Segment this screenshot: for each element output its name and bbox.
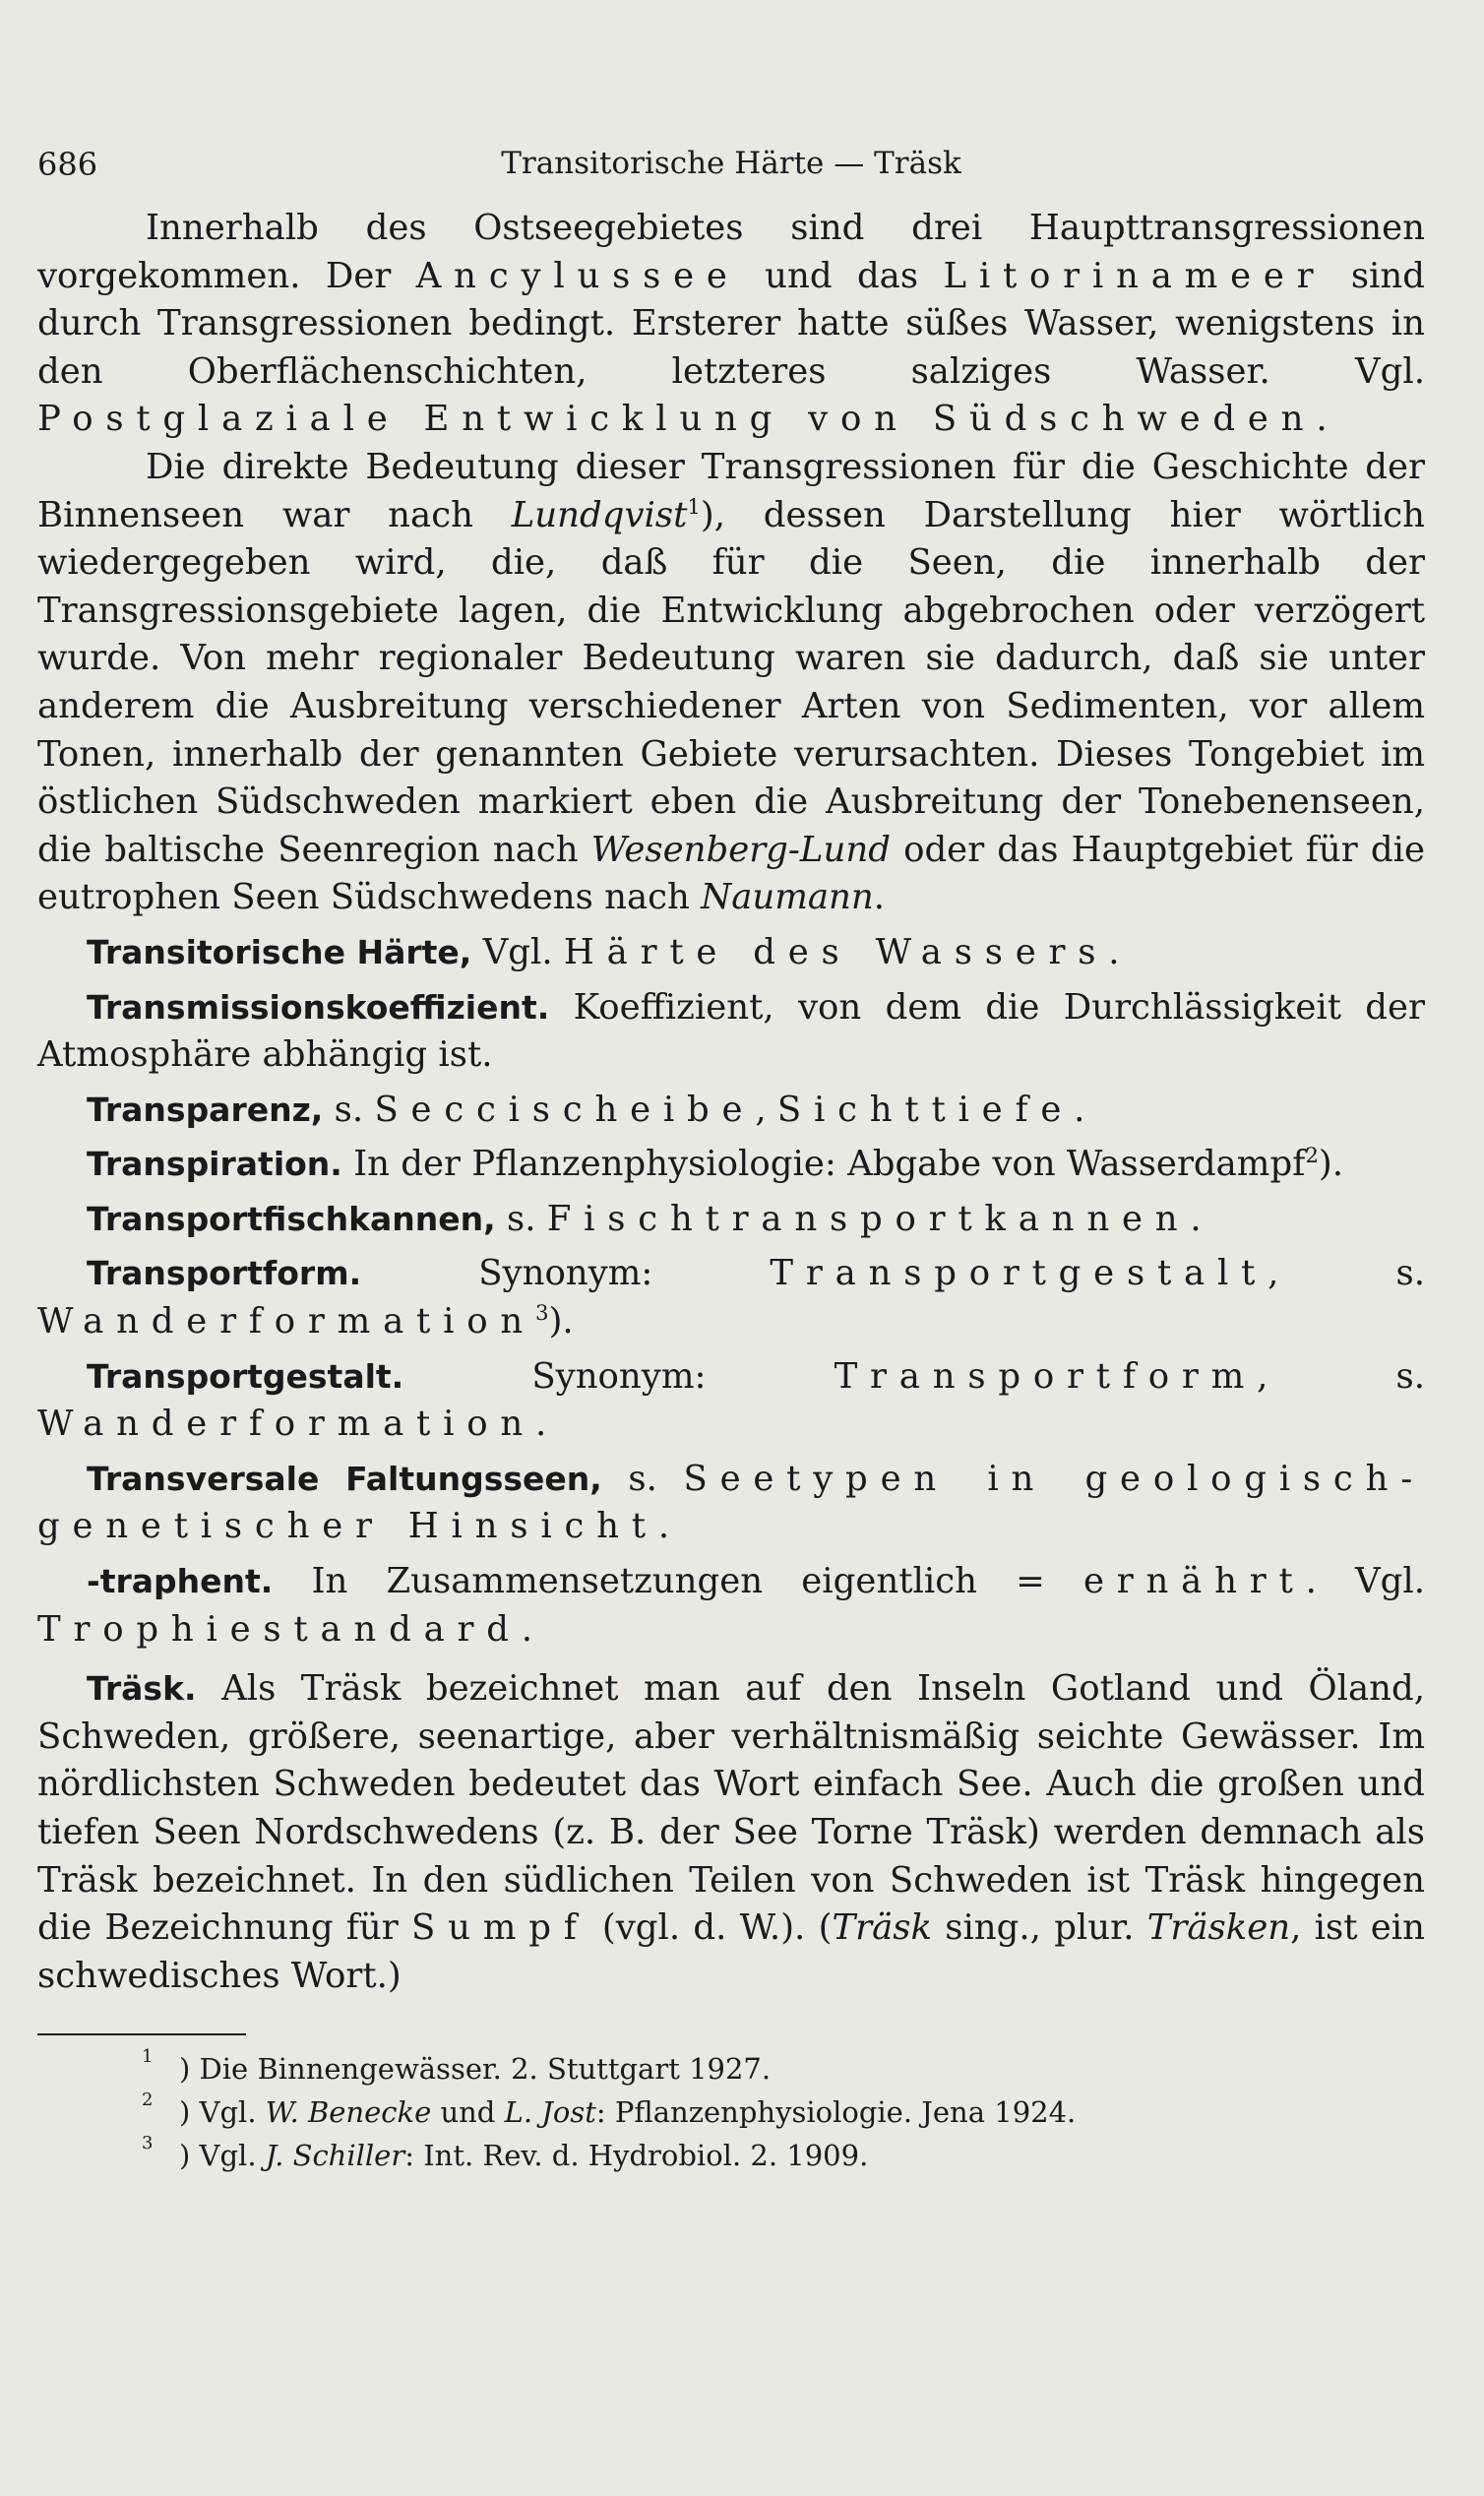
text-run: und — [431, 2095, 505, 2130]
spaced-term: Seccischeibe — [374, 1089, 756, 1130]
paragraph-bedeutung — [37, 444, 1425, 922]
entry-transitorische-haerte — [37, 929, 1425, 977]
spaced-term: Trophiestandard — [37, 1608, 522, 1650]
footnote-ref: 1 — [687, 494, 701, 520]
running-head-title: Transitorische Härte — Träsk — [501, 146, 961, 181]
text-run: : Pflanzenphysiologie. Jena 1924. — [595, 2095, 1077, 2130]
text-run: . — [1108, 931, 1120, 972]
entry-transparenz — [37, 1087, 1425, 1135]
spaced-term: Sichttiefe — [776, 1089, 1075, 1130]
entry-lemma: Transportgestalt. — [87, 1356, 404, 1396]
author-name: Naumann — [701, 877, 874, 918]
spaced-term: Wanderformation — [37, 1301, 535, 1342]
text-run: s. — [495, 1198, 547, 1239]
entry-transpiration — [37, 1141, 1425, 1189]
text-run: , — [755, 1089, 777, 1130]
spaced-term: Transportgestalt — [770, 1253, 1268, 1294]
text-run: . — [535, 1404, 547, 1445]
footnote-3 — [37, 2134, 1425, 2177]
text-run: ) Vgl. — [179, 2095, 266, 2130]
text-run: (vgl. d. W.). ( — [588, 1907, 833, 1949]
text-run: : Int. Rev. d. Hydrobiol. 2. 1909. — [404, 2139, 869, 2173]
text-run: ) Vgl. — [179, 2139, 266, 2173]
text-run: Synonym: — [403, 1355, 835, 1397]
body-text — [37, 205, 1425, 2000]
footnotes — [37, 2047, 1425, 2177]
entry-transversale-faltungsseen — [37, 1456, 1425, 1551]
text-run: , s. — [1268, 1253, 1425, 1294]
entry-traphent — [37, 1558, 1425, 1654]
text-run: sing., plur. — [931, 1907, 1147, 1949]
text-run: In Zusammensetzungen eigentlich = — [273, 1561, 1083, 1602]
page-number: 686 — [37, 146, 98, 183]
text-run: sind durch Transgressionen bedingt. Ersterer hatte süßes Wasser, wenigstens in den Oberflächenschichten, letzteres salziges Wasser. Vgl. — [37, 255, 1425, 392]
paragraph-ostsee — [37, 205, 1425, 444]
entry-transportform — [37, 1250, 1425, 1345]
text-run: ), dessen Darstellung hier wörtlich wiedergegeben wird, die, daß für die Seen, die innerhalb der Transgressionsgebiete lagen, die Entwicklung abgebrochen oder verzögert wurde. Von mehr regionaler Bedeutung waren sie dadurch, daß sie unter anderem die Ausbreitung verschiedener Arten von Sedimenten, vor allem Tonen, innerhalb der genannten Gebiete verursachten. Dieses Tongebiet im östlichen Südschweden markiert eben die Ausbreitung der Tonebenenseen, die baltische Seenregion nach — [37, 494, 1425, 870]
spaced-term: Fischtransportkannen — [546, 1198, 1191, 1239]
spaced-term: Transportform — [834, 1355, 1258, 1397]
footnote-1 — [37, 2047, 1425, 2090]
spaced-term: Seetypen in geologisch-genetischer Hinsicht — [37, 1458, 1425, 1547]
entry-lemma: Transitorische Härte, — [87, 932, 472, 971]
text-run: oder das Hauptgebiet für die eutrophen Seen Südschwedens nach — [37, 829, 1425, 918]
text-run: ). — [1318, 1144, 1344, 1185]
spaced-term: Postglaziale Entwicklung von Südschweden — [37, 399, 1317, 440]
entry-lemma: Transportfischkannen, — [87, 1199, 496, 1238]
footnote-ref: 3 — [535, 1301, 549, 1327]
author-name: Wesenberg-Lund — [590, 829, 891, 870]
entry-transportfischkannen — [37, 1196, 1425, 1244]
text-run: ). — [548, 1301, 574, 1342]
spaced-term: Wanderformation — [37, 1404, 535, 1445]
author-name: L. Jost — [504, 2095, 596, 2130]
text-run: , s. — [1257, 1355, 1425, 1397]
footnote-2 — [37, 2090, 1425, 2134]
text-run: . — [657, 1506, 670, 1547]
spaced-term: ernährt — [1082, 1561, 1306, 1602]
entry-transmissionskoeffizient — [37, 984, 1425, 1080]
text-run: ) Die Binnengewässer. 2. Stuttgart 1927. — [179, 2052, 772, 2087]
footnote-mark: 2 — [142, 2090, 154, 2111]
text-run: . — [873, 877, 886, 918]
text-run: . — [1074, 1089, 1085, 1130]
entry-traesk — [37, 1665, 1425, 2000]
entry-lemma: Transpiration. — [87, 1145, 342, 1184]
italic-term: Träsk — [832, 1907, 932, 1949]
entry-transportgestalt — [37, 1353, 1425, 1449]
book-page — [37, 146, 1425, 2177]
footnote-mark: 3 — [142, 2133, 154, 2154]
text-run: In der Pflanzenphysiologie: Abgabe von Wasserdampf — [341, 1144, 1306, 1185]
text-run: s. — [601, 1458, 684, 1499]
text-run: und das — [739, 255, 944, 296]
footnote-rule — [37, 2033, 246, 2035]
footnote-mark: 1 — [142, 2046, 154, 2068]
text-run: Innerhalb des Ostseegebietes sind drei Haupttransgressionen vorgekommen. Der — [37, 208, 1425, 296]
footnote-ref: 2 — [1305, 1144, 1319, 1169]
spaced-term: Härte des Wassers — [563, 931, 1109, 972]
entry-lemma: Transversale Faltungsseen, — [87, 1459, 602, 1498]
text-run: . — [1316, 399, 1328, 440]
text-run: Als Träsk bezeichnet man auf den Inseln Gotland und Öland, Schweden, größere, seenartige, aber verhältnismäßig seichte Gewässer. Im nördlichsten Schweden bedeutet das Wort einfach See. Auch die großen und tiefen Seen Nordschwedens (z. B. der See Torne Träsk) werden demnach als Träsk bezeichnet. In den südlichen Teilen von Schweden ist Träsk hingegen die Bezeichnung für — [37, 1668, 1425, 1949]
author-name: Lundqvist — [511, 494, 688, 535]
text-run: Synonym: — [361, 1253, 771, 1294]
text-run: . — [1190, 1198, 1202, 1239]
text-run: Die direkte Bedeutung dieser Transgressionen für die Geschichte der Binnenseen war nach — [37, 446, 1425, 535]
italic-term: Träsken — [1146, 1907, 1291, 1949]
author-name: J. Schiller — [265, 2139, 405, 2173]
entry-lemma: Träsk. — [87, 1669, 197, 1709]
text-run: . Vgl. — [1305, 1561, 1425, 1602]
text-run: s. — [323, 1089, 375, 1130]
running-head — [37, 146, 1425, 205]
author-name: W. Benecke — [265, 2095, 432, 2130]
entry-lemma: Transmissionskoeffizient. — [87, 987, 550, 1027]
spaced-term: Ancylussee — [415, 255, 740, 296]
text-run: . — [521, 1608, 533, 1650]
entry-lemma: Transportform. — [87, 1254, 362, 1293]
entry-lemma: Transparenz, — [87, 1090, 324, 1129]
spaced-term: Sumpf — [411, 1907, 589, 1949]
entry-lemma: -traphent. — [87, 1562, 274, 1601]
spaced-term: Litorinameer — [943, 255, 1327, 296]
text-run: Koeffizient, von dem die Durchlässigkeit der Atmosphäre abhängig ist. — [37, 986, 1425, 1076]
text-run: Vgl. — [471, 931, 564, 972]
text-run: , ist ein schwedisches Wort.) — [37, 1907, 1425, 1996]
